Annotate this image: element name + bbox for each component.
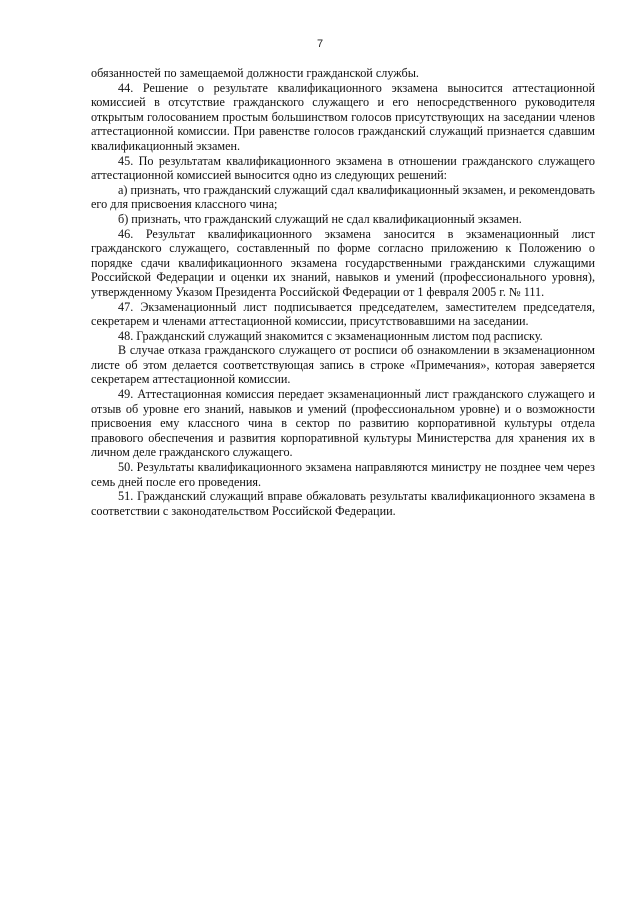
paragraph-48-refusal: В случае отказа гражданского служащего от росписи об ознакомлении в экзаменационном листе об этом делается соответствующая запись в строке «Примечания», которая заверяется секретарем аттестационной комиссии.	[91, 343, 595, 387]
paragraph-49: 49. Аттестационная комиссия передает экзаменационный лист гражданского служащего и отзыв об уровне его знаний, навыков и умений (профессиональном уровне) и о возможности присвоения ему классного чина в сектор по развитию корпоративной культуры отдела правового обеспечения и развития корпоративной культуры Министерства для хранения их в личном деле гражданского служащего.	[91, 387, 595, 460]
page-number: 7	[316, 38, 324, 50]
paragraph-45: 45. По результатам квалификационного экзамена в отношении гражданского служащего аттестационной комиссией выносится одно из следующих решений:	[91, 153, 595, 183]
paragraph-continuation: обязанностей по замещаемой должности гражданской службы.	[91, 66, 419, 80]
paragraph-47: 47. Экзаменационный лист подписывается председателем, заместителем председателя, секретарем и членами аттестационной комиссии, присутствовавшими на заседании.	[91, 299, 595, 329]
document-body	[91, 66, 595, 518]
paragraph-44: 44. Решение о результате квалификационного экзамена выносится аттестационной комиссией в отсутствие гражданского служащего и его непосредственного руководителя открытым голосованием простым большинством голосов присутствующих на заседании членов аттестационной комиссии. При равенстве голосов гражданский служащий признается сдавшим квалификационный экзамен.	[91, 80, 595, 153]
paragraph-45-a: а) признать, что гражданский служащий сдал квалификационный экзамен, и рекомендовать его для присвоения классного чина;	[91, 182, 595, 212]
paragraph-46: 46. Результат квалификационного экзамена заносится в экзаменационный лист гражданского служащего, составленный по форме согласно приложению к Положению о порядке сдачи квалификационного экзамена государственными гражданскими служащими Российской Федерации и оценки их знаний, навыков и умений (профессионального уровня), утвержденному Указом Президента Российской Федерации от 1 февраля 2005 г. № 111.	[91, 226, 595, 299]
paragraph-51: 51. Гражданский служащий вправе обжаловать результаты квалификационного экзамена в соответствии с законодательством Российской Федерации.	[91, 489, 595, 518]
paragraph-45-b: б) признать, что гражданский служащий не сдал квалификационный экзамен.	[118, 211, 522, 226]
paragraph-48: 48. Гражданский служащий знакомится с экзаменационным листом под расписку.	[118, 328, 543, 343]
paragraph-50: 50. Результаты квалификационного экзамена направляются министру не позднее чем через семь дней после его проведения.	[91, 460, 595, 489]
